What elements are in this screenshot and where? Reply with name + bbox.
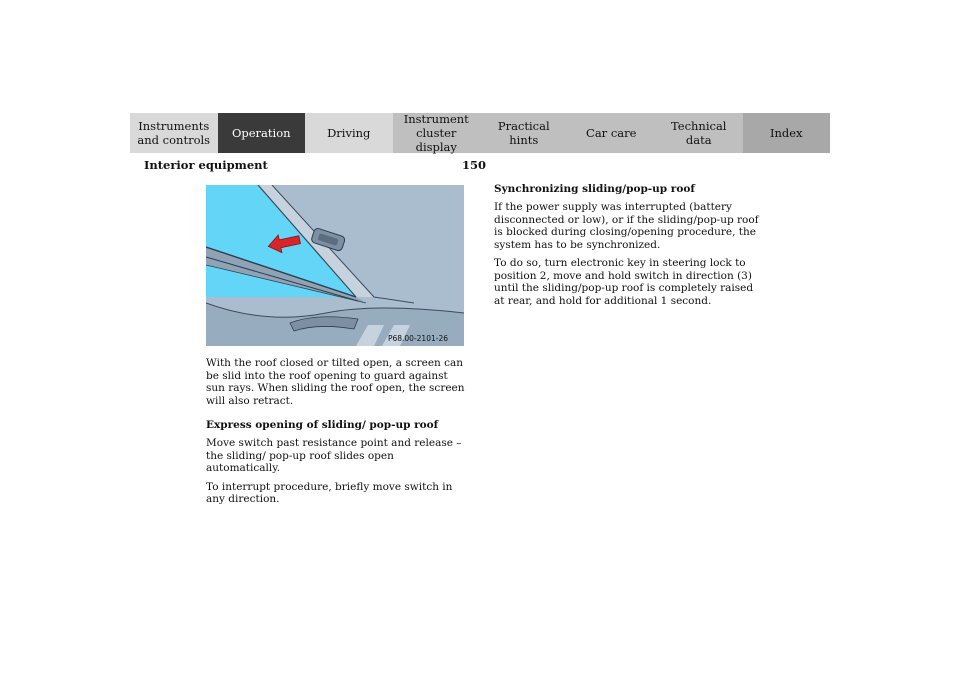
tab-operation[interactable]: Operation [218, 113, 306, 153]
express-opening-paragraph-2: To interrupt procedure, briefly move switch in any direction. [206, 480, 453, 505]
section-title: Interior equipment [144, 158, 268, 172]
tab-technical-data[interactable]: Technical data [655, 113, 743, 153]
right-column [494, 183, 764, 313]
synchronizing-paragraph-1: If the power supply was interrupted (battery disconnected or low), or if the sliding/pop-up roof is blocked during closing/opening procedure, the system has to be synchronized. [494, 201, 759, 251]
express-opening-heading: Express opening of sliding/ pop-up roof [206, 419, 439, 431]
tab-car-care[interactable]: Car care [568, 113, 656, 153]
sunroof-illustration [206, 185, 464, 346]
express-opening-paragraph-1: Move switch past resistance point and release – the sliding/ pop-up roof slides open automatically. [206, 437, 462, 474]
tab-driving[interactable]: Driving [305, 113, 393, 153]
synchronizing-paragraph-2: To do so, turn electronic key in steering lock to position 2, move and hold switch in direction (3) until the sliding/pop-up roof is completely raised at rear, and hold for additional 1 second. [494, 257, 754, 307]
synchronizing-heading: Synchronizing sliding/pop-up roof [494, 183, 695, 195]
sunroof-drawing [206, 185, 464, 346]
intro-paragraph: With the roof closed or tilted open, a screen can be slid into the roof opening to guard against sun rays. When sliding the roof open, the screen will also retract. [206, 357, 465, 407]
page-number: 150 [462, 158, 487, 172]
tab-instrument-cluster-display[interactable]: Instrument cluster display [393, 113, 481, 153]
left-column [206, 357, 468, 512]
figure-label: P68.00-2101-26 [387, 334, 448, 343]
tab-instruments-and-controls[interactable]: Instruments and controls [130, 113, 218, 153]
section-tab-bar [130, 113, 830, 153]
tab-practical-hints[interactable]: Practical hints [480, 113, 568, 153]
tab-index[interactable]: Index [743, 113, 831, 153]
